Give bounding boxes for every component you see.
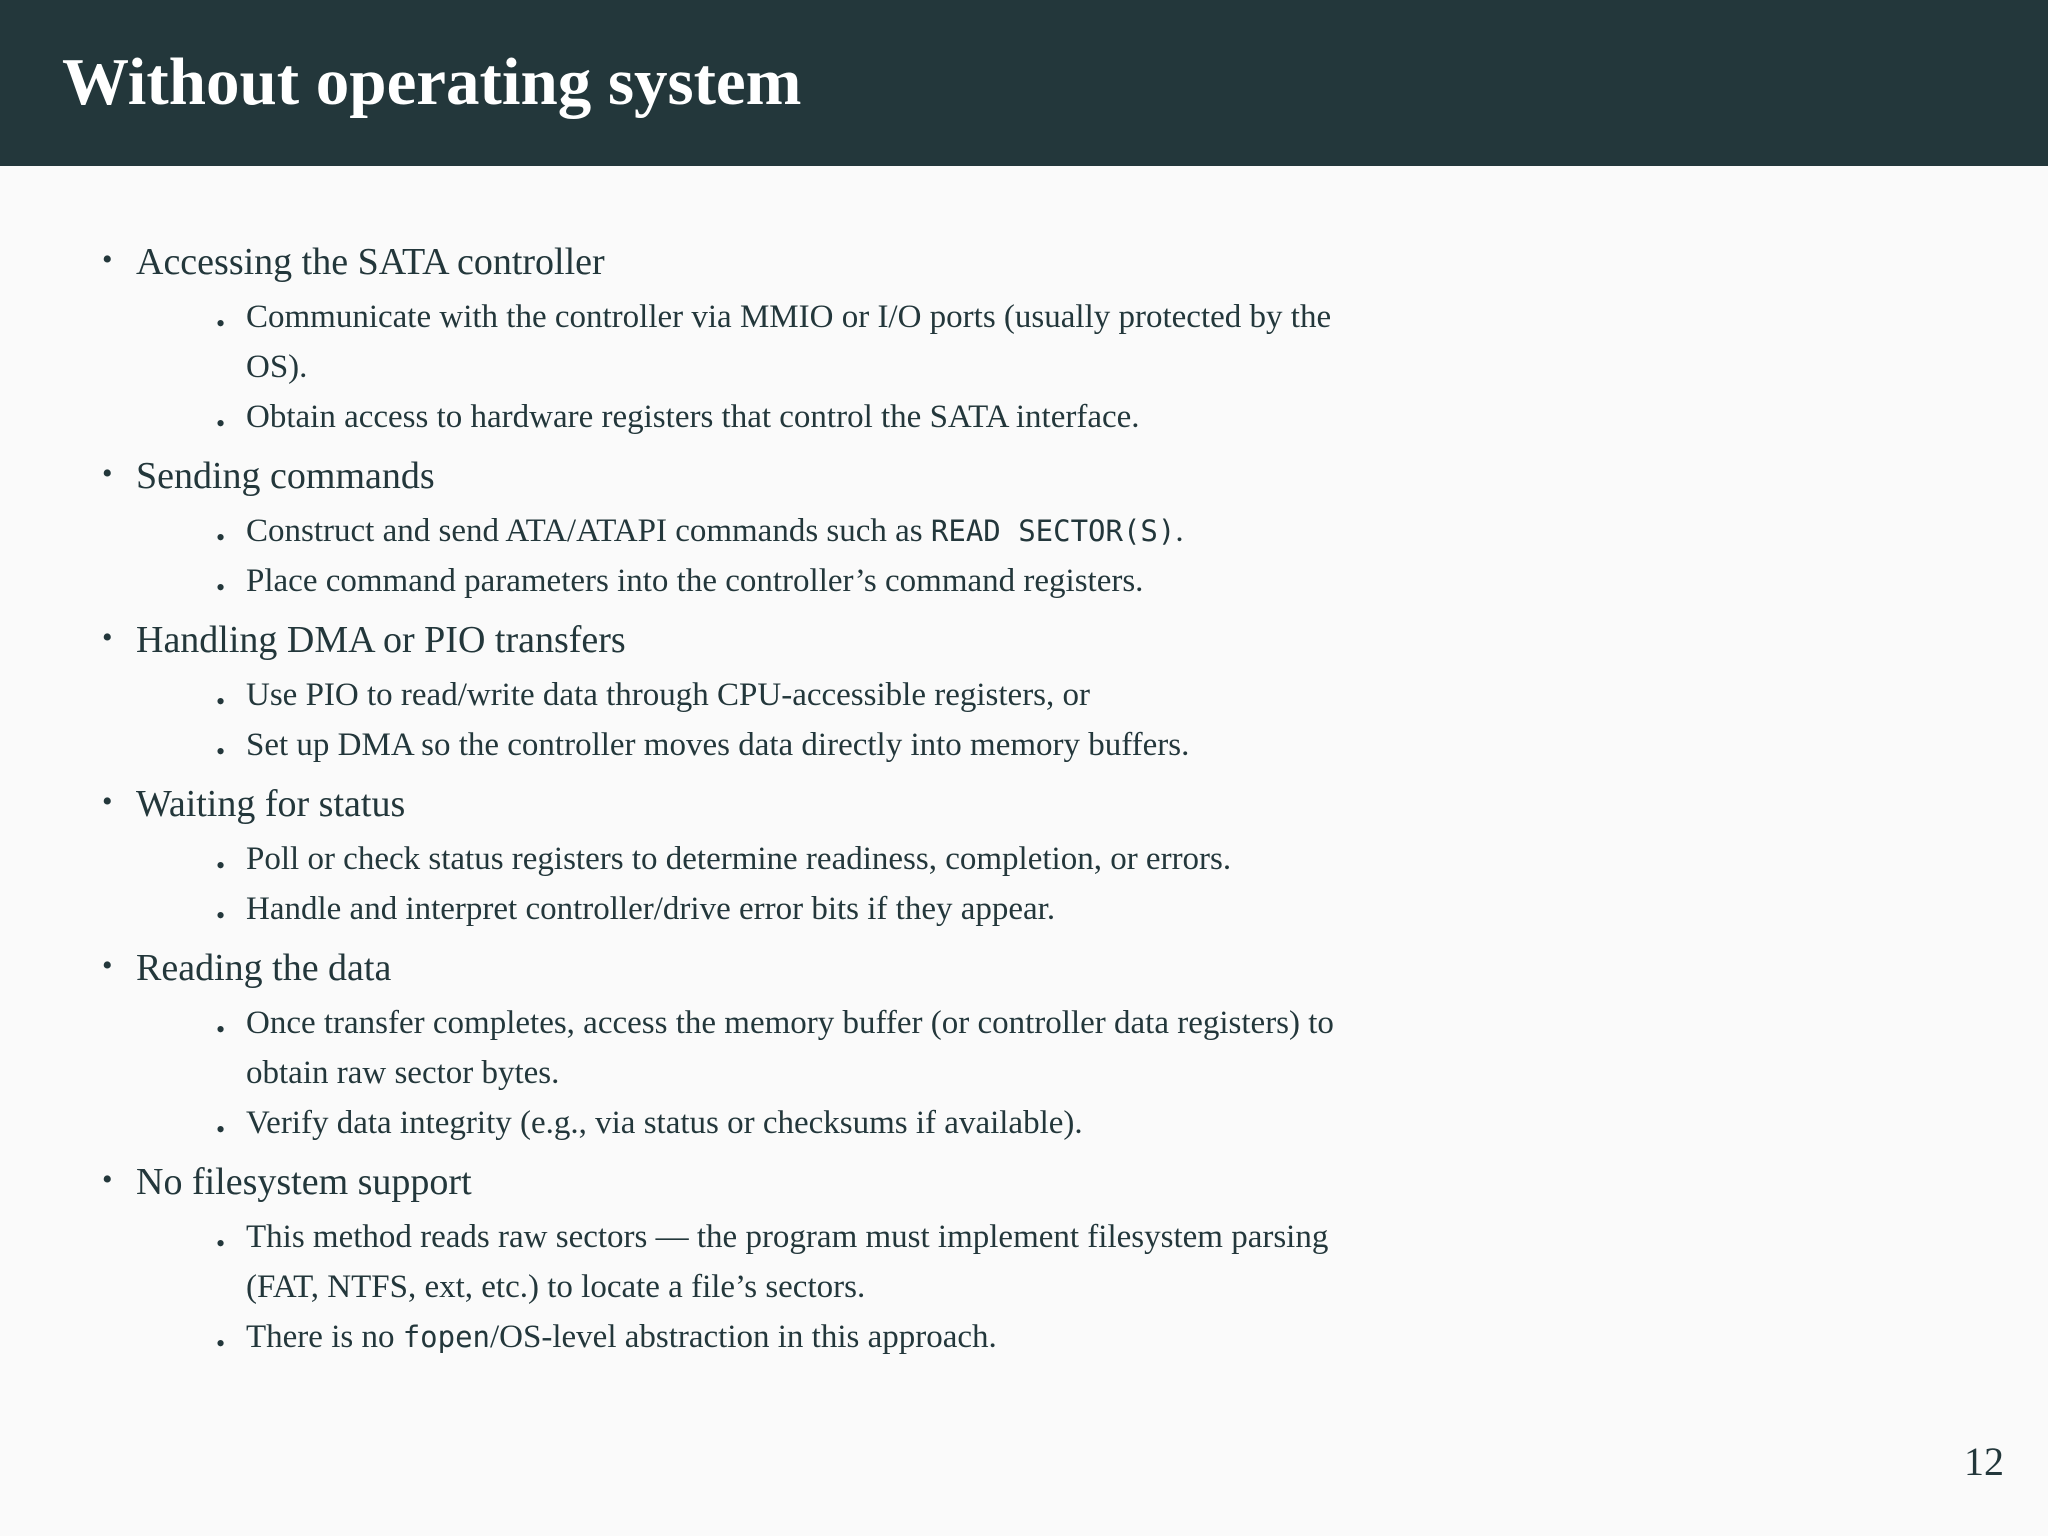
sub-bullet-text: Obtain access to hardware registers that control the SATA interface. xyxy=(246,399,1140,435)
sub-bullet-text: Set up DMA so the controller moves data directly into memory buffers. xyxy=(246,727,1190,763)
sub-bullet-item xyxy=(216,1312,1360,1362)
sub-bullet-text: Poll or check status registers to determine readiness, completion, or errors. xyxy=(246,841,1232,877)
sub-bullet-item xyxy=(216,720,1360,770)
sub-bullet-list xyxy=(136,292,1360,442)
bullet-icon: • xyxy=(216,1115,226,1144)
sub-bullet-list xyxy=(136,1212,1360,1362)
title-bar xyxy=(0,0,2048,166)
bullet-list xyxy=(100,232,1360,1362)
bullet-icon: • xyxy=(102,621,113,654)
sub-bullet-item xyxy=(216,1212,1360,1312)
sub-bullet-text: Use PIO to read/write data through CPU-accessible registers, or xyxy=(246,677,1091,713)
section-item xyxy=(100,446,1360,606)
slide-title: Without operating system xyxy=(62,45,802,119)
section-heading: Handling DMA or PIO transfers xyxy=(136,619,626,661)
sub-bullet-item xyxy=(216,1098,1360,1148)
sub-bullet-item xyxy=(216,834,1360,884)
bullet-icon: • xyxy=(216,409,226,438)
sub-bullet-text: . xyxy=(1175,513,1184,549)
sub-bullet-text: This method reads raw sectors — the program must implement filesystem parsing (FAT, NTFS, ext, etc.) to locate a file’s sectors. xyxy=(246,1219,1329,1305)
bullet-icon: • xyxy=(102,1163,113,1196)
section-item xyxy=(100,1152,1360,1362)
sub-bullet-list xyxy=(136,506,1360,606)
bullet-icon: • xyxy=(102,457,113,490)
sub-bullet-text: There is no xyxy=(246,1319,403,1355)
sub-bullet-text: Verify data integrity (e.g., via status or checksums if available). xyxy=(246,1105,1083,1141)
bullet-icon: • xyxy=(216,687,226,716)
bullet-icon: • xyxy=(216,851,226,880)
sub-bullet-item xyxy=(216,506,1360,556)
section-item xyxy=(100,774,1360,934)
inline-code: READ SECTOR(S) xyxy=(930,514,1176,548)
sub-bullet-list xyxy=(136,834,1360,934)
bullet-icon: • xyxy=(102,243,113,276)
section-heading: Waiting for status xyxy=(136,783,406,825)
section-heading: Sending commands xyxy=(136,455,435,497)
page-number: 12 xyxy=(1964,1439,2004,1484)
bullet-icon: • xyxy=(216,1229,226,1258)
bullet-icon: • xyxy=(102,949,113,982)
sub-bullet-list xyxy=(136,998,1360,1148)
section-item xyxy=(100,232,1360,442)
bullet-icon: • xyxy=(216,737,226,766)
bullet-icon: • xyxy=(216,1015,226,1044)
bullet-icon: • xyxy=(216,523,226,552)
section-heading: Accessing the SATA controller xyxy=(136,241,605,283)
sub-bullet-item xyxy=(216,292,1360,392)
sub-bullet-text: Place command parameters into the controller’s command registers. xyxy=(246,563,1144,599)
section-item xyxy=(100,938,1360,1148)
sub-bullet-item xyxy=(216,884,1360,934)
bullet-icon: • xyxy=(102,785,113,818)
slide-content xyxy=(100,232,1360,1366)
sub-bullet-text: /OS-level abstraction in this approach. xyxy=(490,1319,997,1355)
sub-bullet-item xyxy=(216,670,1360,720)
bullet-icon: • xyxy=(216,573,226,602)
section-item xyxy=(100,610,1360,770)
inline-code: fopen xyxy=(402,1320,491,1354)
sub-bullet-text: Communicate with the controller via MMIO or I/O ports (usually protected by the OS). xyxy=(246,299,1332,385)
sub-bullet-text: Construct and send ATA/ATAPI commands such as xyxy=(246,513,931,549)
sub-bullet-item xyxy=(216,556,1360,606)
sub-bullet-text: Once transfer completes, access the memory buffer (or controller data registers) to obtain raw sector bytes. xyxy=(246,1005,1334,1091)
section-heading: No filesystem support xyxy=(136,1161,472,1203)
bullet-icon: • xyxy=(216,309,226,338)
sub-bullet-item xyxy=(216,392,1360,442)
sub-bullet-list xyxy=(136,670,1360,770)
section-heading: Reading the data xyxy=(136,947,392,989)
sub-bullet-item xyxy=(216,998,1360,1098)
bullet-icon: • xyxy=(216,901,226,930)
bullet-icon: • xyxy=(216,1329,226,1358)
sub-bullet-text: Handle and interpret controller/drive error bits if they appear. xyxy=(246,891,1056,927)
